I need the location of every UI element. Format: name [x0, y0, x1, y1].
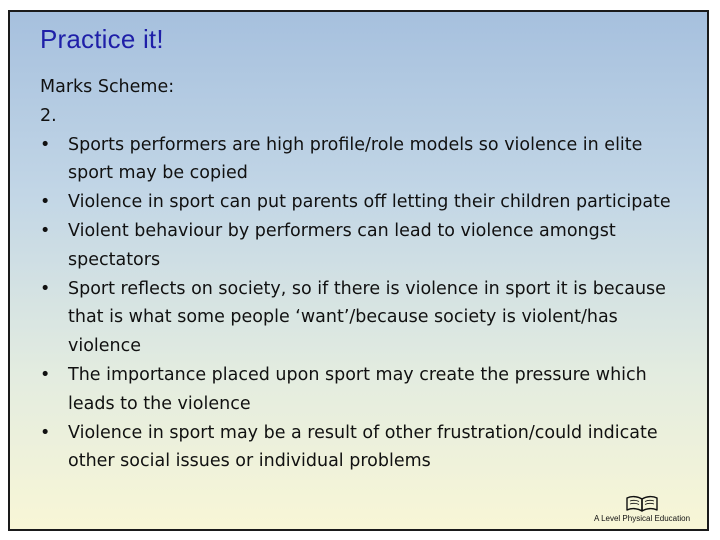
list-item: [40, 131, 690, 189]
footer-logo: [587, 495, 697, 523]
bullet-icon: •: [40, 220, 51, 241]
question-number: 2.: [40, 105, 57, 126]
marks-scheme-heading: Marks Scheme:: [40, 77, 175, 97]
bullet-icon: •: [40, 134, 51, 155]
slide-title: Practice it!: [40, 24, 164, 54]
list-item: [40, 217, 690, 275]
footer-brand-text: A Level Physical Education: [593, 514, 691, 523]
bullet-icon: •: [40, 422, 51, 443]
list-item-text: Violence in sport can put parents off letting their children participate: [68, 192, 671, 213]
marks-list: [40, 131, 690, 477]
list-item: [40, 275, 690, 361]
bullet-icon: •: [40, 364, 51, 385]
list-item-text: Sport reflects on society, so if there is violence in sport it is because that is what some people ‘want’/because society is violent/has violence: [68, 278, 666, 357]
open-book-icon: [625, 495, 659, 513]
list-item-text: Violent behaviour by performers can lead to violence amongst spectators: [68, 220, 616, 270]
list-item: [40, 188, 690, 217]
list-item: [40, 361, 690, 419]
slide-content: [40, 73, 690, 476]
list-item-text: The importance placed upon sport may create the pressure which leads to the violence: [68, 364, 647, 414]
bullet-icon: •: [40, 278, 51, 299]
list-item: [40, 419, 690, 477]
list-item-text: Violence in sport may be a result of other frustration/could indicate other social issues or individual problems: [68, 422, 658, 472]
bullet-icon: •: [40, 192, 51, 213]
slide: [8, 10, 709, 531]
list-item-text: Sports performers are high profile/role models so violence in elite sport may be copied: [68, 134, 643, 184]
